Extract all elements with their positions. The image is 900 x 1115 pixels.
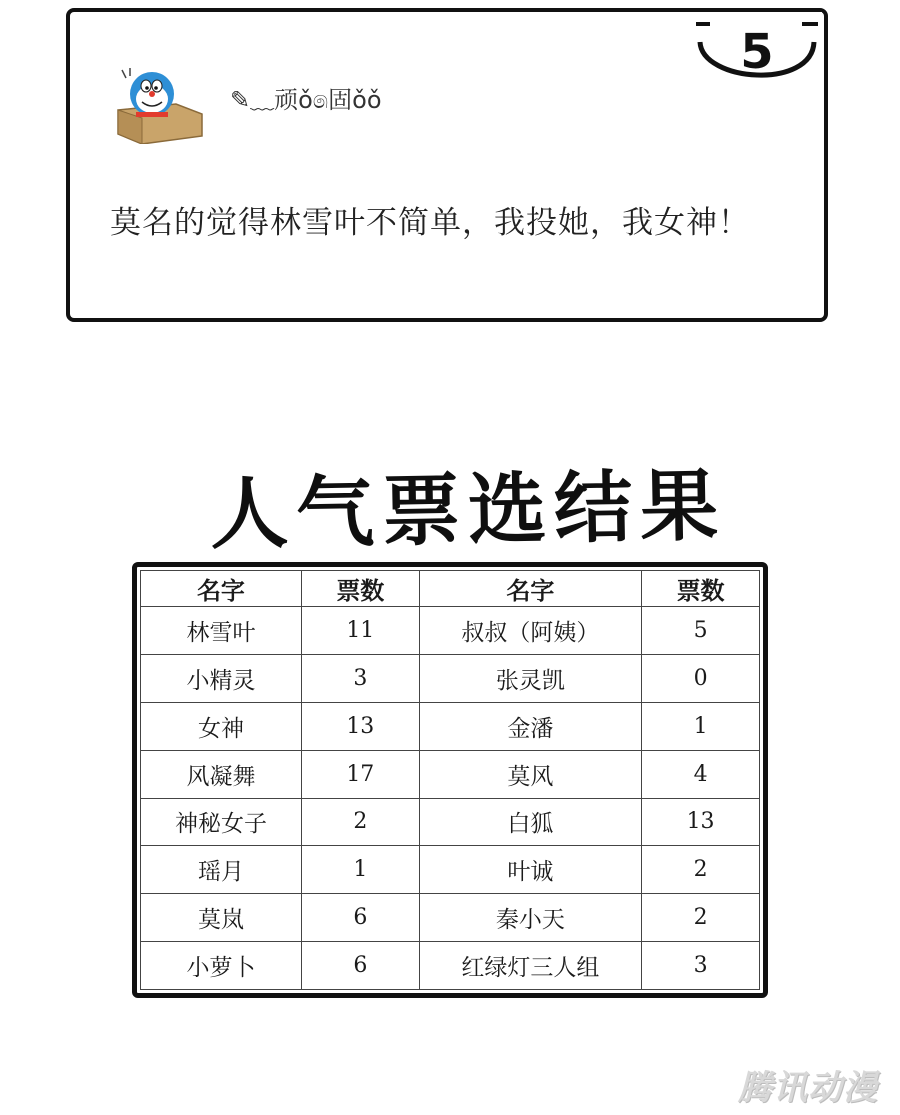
name-cell: 叶诚 <box>419 846 641 894</box>
header-votes-1: 票数 <box>301 571 419 607</box>
header-name-1: 名字 <box>141 571 302 607</box>
name-cell: 女神 <box>141 702 302 750</box>
name-cell: 莫风 <box>419 750 641 798</box>
votes-cell: 6 <box>301 942 419 990</box>
name-cell: 神秘女子 <box>141 798 302 846</box>
votes-cell: 4 <box>642 750 760 798</box>
name-cell: 小萝卜 <box>141 942 302 990</box>
table-row <box>141 654 760 702</box>
name-cell: 金潘 <box>419 702 641 750</box>
name-cell: 小精灵 <box>141 654 302 702</box>
votes-cell: 13 <box>301 702 419 750</box>
name-cell: 张灵凯 <box>419 654 641 702</box>
name-cell: 林雪叶 <box>141 607 302 655</box>
votes-cell: 5 <box>642 607 760 655</box>
votes-cell: 1 <box>301 846 419 894</box>
table-row <box>141 750 760 798</box>
header-name-2: 名字 <box>419 571 641 607</box>
table-row <box>141 607 760 655</box>
name-cell: 秦小天 <box>419 894 641 942</box>
votes-cell: 6 <box>301 894 419 942</box>
watermark-logo: 腾讯动漫 <box>738 1068 878 1108</box>
table-row <box>141 942 760 990</box>
table-row <box>141 702 760 750</box>
avatar <box>112 64 204 144</box>
votes-cell: 0 <box>642 654 760 702</box>
number-badge-text: 5 <box>740 24 774 80</box>
comment-text: 莫名的觉得林雪叶不简单，我投她，我女神！ <box>110 205 750 241</box>
table-row <box>141 894 760 942</box>
name-cell: 风凝舞 <box>141 750 302 798</box>
results-title: 人气票选结果 <box>209 460 727 561</box>
table-header-row <box>141 571 760 607</box>
name-cell: 莫岚 <box>141 894 302 942</box>
name-cell: 瑶月 <box>141 846 302 894</box>
votes-cell: 2 <box>301 798 419 846</box>
votes-cell: 17 <box>301 750 419 798</box>
votes-cell: 2 <box>642 846 760 894</box>
results-table-frame <box>132 562 768 998</box>
name-cell: 红绿灯三人组 <box>419 942 641 990</box>
votes-cell: 11 <box>301 607 419 655</box>
votes-cell: 13 <box>642 798 760 846</box>
table-row <box>141 798 760 846</box>
comment-card <box>66 8 828 322</box>
votes-cell: 3 <box>301 654 419 702</box>
username: ✎﹏顽ǒ෧固ǒǒ <box>230 86 382 114</box>
votes-cell: 2 <box>642 894 760 942</box>
results-table <box>140 570 760 990</box>
votes-cell: 3 <box>642 942 760 990</box>
header-votes-2: 票数 <box>642 571 760 607</box>
name-cell: 叔叔（阿姨） <box>419 607 641 655</box>
name-cell: 白狐 <box>419 798 641 846</box>
votes-cell: 1 <box>642 702 760 750</box>
table-row <box>141 846 760 894</box>
number-badge-icon <box>692 12 822 90</box>
